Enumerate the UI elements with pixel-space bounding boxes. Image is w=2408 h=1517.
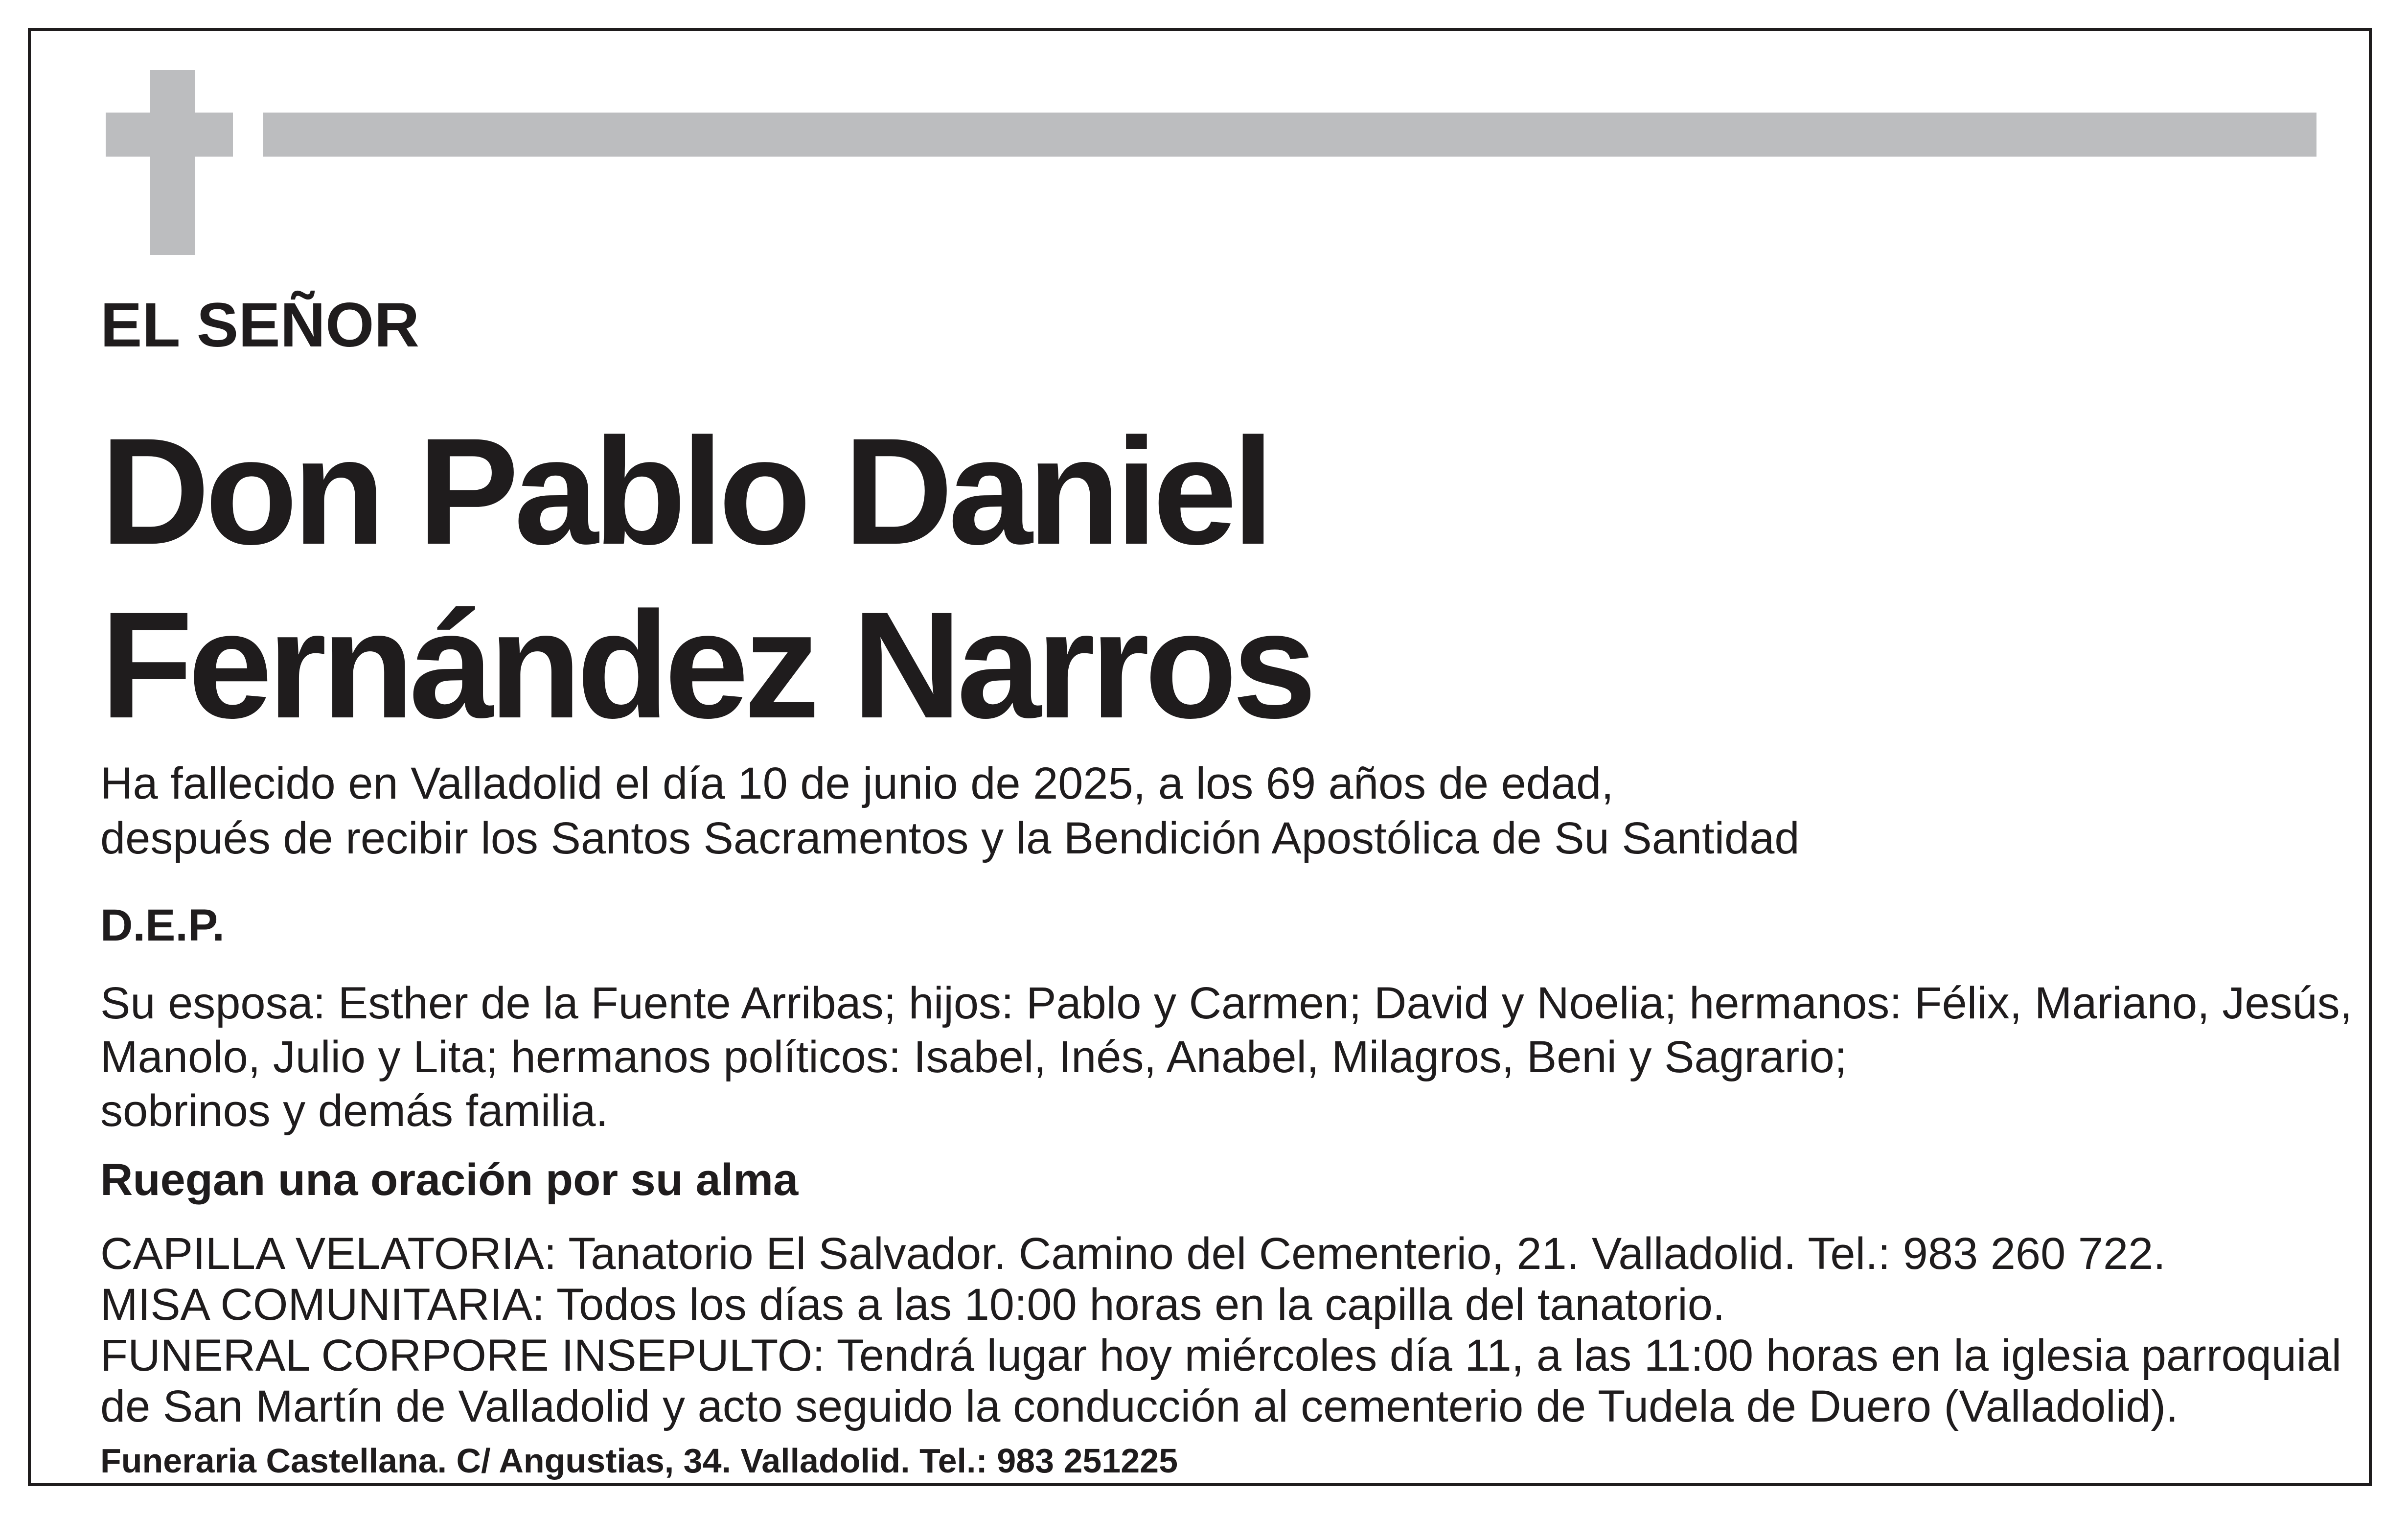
- funeral-home-footer: Funeraria Castellana. C/ Angustias, 34. Valladolid. Tel.: 983 251225: [100, 1442, 1178, 1480]
- services-line-2: MISA COMUNITARIA: Todos los días a las 10:00 horas en la capilla del tanatorio.: [100, 1280, 1725, 1330]
- prayer-request: Ruegan una oración por su alma: [100, 1155, 799, 1205]
- name-line-1: Don Pablo Daniel: [100, 406, 1270, 576]
- death-notice: [100, 756, 1800, 866]
- cross-vertical-bar: [150, 70, 195, 255]
- death-notice-line-2: después de recibir los Santos Sacramentos y la Bendición Apostólica de Su Santidad: [100, 813, 1800, 863]
- family-line-1: Su esposa: Esther de la Fuente Arribas; hijos: Pablo y Carmen; David y Noelia; hermanos: Félix, Mariano, Jesús,: [100, 978, 2353, 1028]
- name-line-2: Fernández Narros: [100, 580, 1312, 750]
- header-rule: [263, 113, 2316, 157]
- death-notice-line-1: Ha fallecido en Valladolid el día 10 de junio de 2025, a los 69 años de edad,: [100, 758, 1614, 808]
- dep-text: D.E.P.: [100, 900, 225, 950]
- deceased-name: [100, 404, 1312, 752]
- cross-horizontal-bar: [106, 113, 233, 157]
- services-line-1: CAPILLA VELATORIA: Tanatorio El Salvador. Camino del Cementerio, 21. Valladolid. Tel.: 983 260 722.: [100, 1229, 2166, 1279]
- family-line-3: sobrinos y demás familia.: [100, 1086, 608, 1136]
- services-info: [100, 1228, 2341, 1432]
- heading: EL SEÑOR: [100, 290, 419, 360]
- services-line-4: de San Martín de Valladolid y acto seguido la conducción al cementerio de Tudela de Duero (Valladolid).: [100, 1381, 2179, 1431]
- family-list: [100, 976, 2352, 1138]
- family-line-2: Manolo, Julio y Lita; hermanos políticos: Isabel, Inés, Anabel, Milagros, Beni y Sagrario;: [100, 1032, 1847, 1082]
- services-line-3: FUNERAL CORPORE INSEPULTO: Tendrá lugar hoy miércoles día 11, a las 11:00 horas en la iglesia parroquial: [100, 1331, 2342, 1380]
